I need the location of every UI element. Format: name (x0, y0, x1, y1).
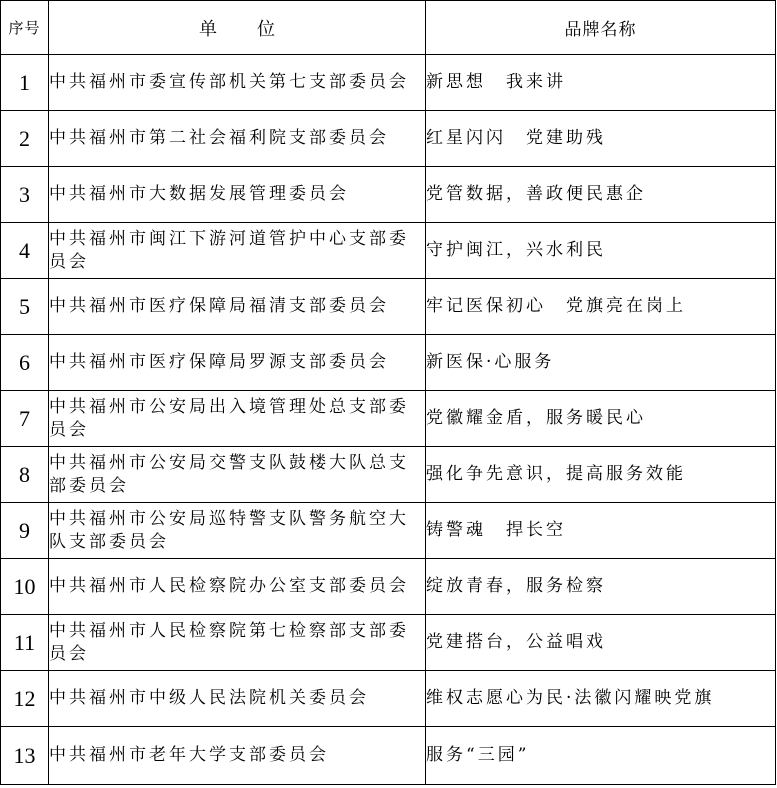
row-brand: 服务“三园” (426, 727, 776, 785)
table-header-row (1, 1, 776, 55)
table-row (1, 615, 776, 671)
row-number: 8 (1, 447, 49, 503)
header-number: 序号 (1, 1, 49, 55)
row-number: 5 (1, 279, 49, 335)
row-brand: 牢记医保初心 党旗亮在岗上 (426, 279, 776, 335)
row-unit: 中共福州市公安局出入境管理处总支部委员会 (49, 391, 426, 447)
table-row (1, 111, 776, 167)
row-brand: 铸警魂 捍长空 (426, 503, 776, 559)
header-brand: 品牌名称 (426, 1, 776, 55)
row-number: 1 (1, 55, 49, 111)
row-brand: 强化争先意识，提高服务效能 (426, 447, 776, 503)
table-row (1, 503, 776, 559)
row-unit: 中共福州市公安局巡特警支队警务航空大队支部委员会 (49, 503, 426, 559)
row-unit: 中共福州市人民检察院第七检察部支部委员会 (49, 615, 426, 671)
header-unit: 单位 (49, 1, 426, 55)
table-row (1, 671, 776, 727)
row-number: 2 (1, 111, 49, 167)
row-number: 3 (1, 167, 49, 223)
row-brand: 守护闽江，兴水利民 (426, 223, 776, 279)
table-row (1, 167, 776, 223)
row-unit: 中共福州市大数据发展管理委员会 (49, 167, 426, 223)
row-unit: 中共福州市公安局交警支队鼓楼大队总支部委员会 (49, 447, 426, 503)
table-row (1, 559, 776, 615)
table-row (1, 335, 776, 391)
row-number: 6 (1, 335, 49, 391)
row-brand: 红星闪闪 党建助残 (426, 111, 776, 167)
row-unit: 中共福州市委宣传部机关第七支部委员会 (49, 55, 426, 111)
row-number: 13 (1, 727, 49, 785)
row-brand: 维权志愿心为民·法徽闪耀映党旗 (426, 671, 776, 727)
row-unit: 中共福州市闽江下游河道管护中心支部委员会 (49, 223, 426, 279)
row-number: 10 (1, 559, 49, 615)
row-brand: 党徽耀金盾，服务暖民心 (426, 391, 776, 447)
row-unit: 中共福州市老年大学支部委员会 (49, 727, 426, 785)
row-unit: 中共福州市中级人民法院机关委员会 (49, 671, 426, 727)
row-unit: 中共福州市第二社会福利院支部委员会 (49, 111, 426, 167)
row-number: 11 (1, 615, 49, 671)
row-brand: 党建搭台，公益唱戏 (426, 615, 776, 671)
row-brand: 新医保·心服务 (426, 335, 776, 391)
row-number: 12 (1, 671, 49, 727)
row-brand: 党管数据，善政便民惠企 (426, 167, 776, 223)
table-row (1, 279, 776, 335)
row-unit: 中共福州市人民检察院办公室支部委员会 (49, 559, 426, 615)
table-row (1, 727, 776, 785)
row-brand: 绽放青春，服务检察 (426, 559, 776, 615)
row-unit: 中共福州市医疗保障局罗源支部委员会 (49, 335, 426, 391)
table-row (1, 55, 776, 111)
table-row (1, 447, 776, 503)
row-brand: 新思想 我来讲 (426, 55, 776, 111)
row-number: 4 (1, 223, 49, 279)
table-row (1, 391, 776, 447)
row-number: 9 (1, 503, 49, 559)
table-row (1, 223, 776, 279)
row-unit: 中共福州市医疗保障局福清支部委员会 (49, 279, 426, 335)
row-number: 7 (1, 391, 49, 447)
